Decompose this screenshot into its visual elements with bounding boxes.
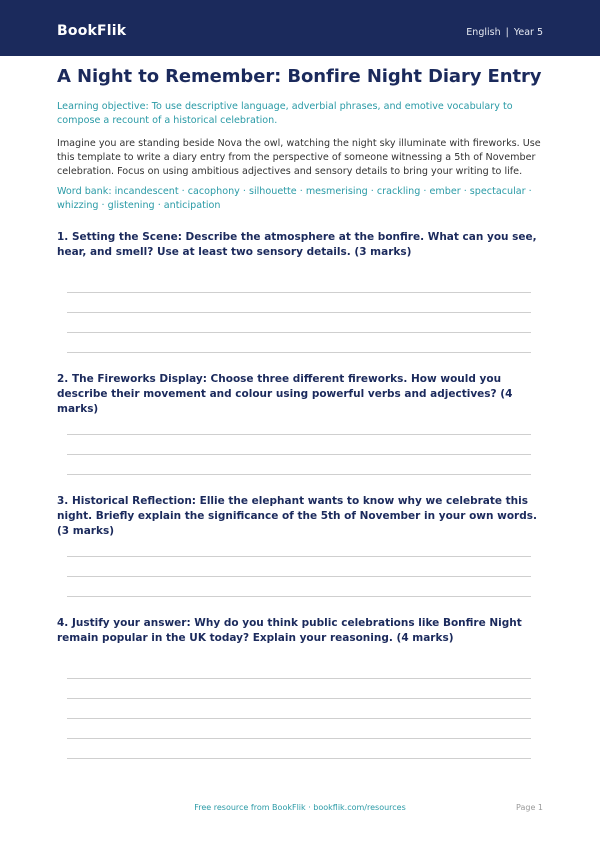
question-3: 3. Historical Reflection: Ellie the elephant wants to know why we celebrate this night. Briefly explain the significance of the 5th of November in your own words. (3 marks) [57,495,537,537]
header-bar [0,0,600,56]
answer-line[interactable] [67,678,531,679]
year-label: Year 5 [513,27,543,38]
answer-line[interactable] [67,698,531,699]
question-2: 2. The Fireworks Display: Choose three different fireworks. How would you describe their movement and colour using powerful verbs and adjectives? (4 marks) [57,373,513,415]
answer-line[interactable] [67,718,531,719]
answer-line[interactable] [67,312,531,313]
brand-logo[interactable]: BookFlik [57,23,127,39]
intro-paragraph: Imagine you are standing beside Nova the owl, watching the night sky illuminate with fireworks. Use this template to write a diary entry from the perspective of someone witnessing a 5th of November celebration. Focus on using ambitious adjectives and sensory details to bring your writing to life. [57,138,541,177]
word-bank: Word bank: incandescent · cacophony · silhouette · mesmerising · crackling · ember · spectacular · whizzing · glistening · anticipation [57,186,532,211]
answer-line[interactable] [67,738,531,739]
answer-line[interactable] [67,556,531,557]
answer-line[interactable] [67,758,531,759]
subject-label: English [466,27,501,38]
answer-line[interactable] [67,434,531,435]
separator: | [505,27,509,38]
footer-link[interactable]: Free resource from BookFlik · bookflik.com/resources [194,803,406,812]
subject-year-label [466,27,543,38]
answer-line[interactable] [67,474,531,475]
answer-line[interactable] [67,332,531,333]
learning-objective: Learning objective: To use descriptive language, adverbial phrases, and emotive vocabulary to compose a recount of a historical celebration. [57,101,513,126]
question-1: 1. Setting the Scene: Describe the atmosphere at the bonfire. What can you see, hear, and smell? Use at least two sensory details. (3 marks) [57,231,537,258]
answer-line[interactable] [67,596,531,597]
answer-line[interactable] [67,576,531,577]
page-title: A Night to Remember: Bonfire Night Diary Entry [57,66,542,87]
answer-line[interactable] [67,454,531,455]
answer-line[interactable] [67,292,531,293]
answer-line[interactable] [67,352,531,353]
question-4: 4. Justify your answer: Why do you think public celebrations like Bonfire Night remain popular in the UK today? Explain your reasoning. (4 marks) [57,617,522,644]
page-number: Page 1 [516,803,543,812]
